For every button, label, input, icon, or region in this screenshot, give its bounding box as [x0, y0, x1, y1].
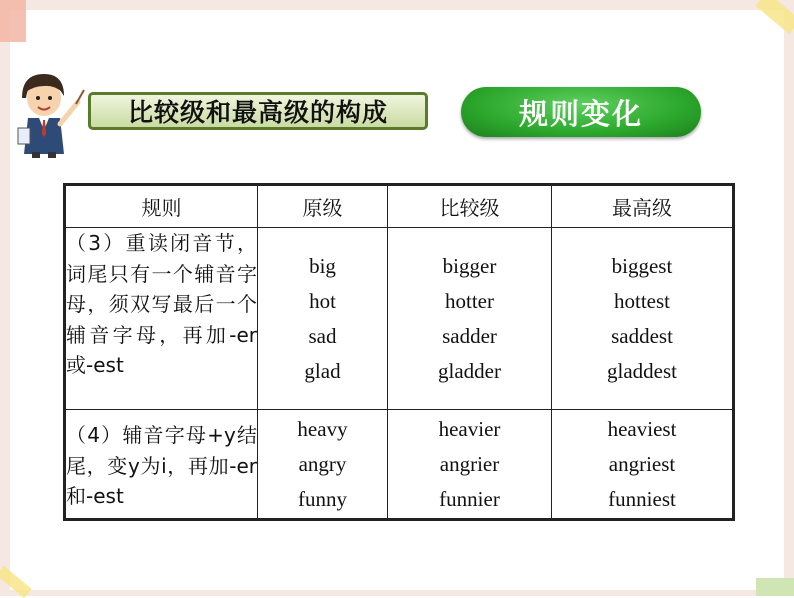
- corner-tape-bottom-right: [756, 578, 794, 596]
- table-row: [65, 410, 734, 520]
- word: heavier: [438, 416, 501, 441]
- table-row: [65, 228, 734, 410]
- word: hotter: [445, 288, 494, 313]
- word: sadder: [442, 323, 497, 348]
- word: angry: [298, 451, 347, 476]
- word: sad: [308, 323, 337, 348]
- word: biggest: [611, 253, 673, 278]
- comparative-cell: [388, 228, 552, 410]
- topic-badge: [461, 87, 701, 137]
- superlative-cell: [552, 410, 734, 520]
- word: heavy: [297, 416, 348, 441]
- word: angriest: [608, 451, 676, 476]
- topic-badge-label: 规则变化: [518, 96, 643, 131]
- word: bigger: [442, 253, 497, 278]
- word: funny: [298, 486, 347, 511]
- word: big: [309, 253, 336, 278]
- comparison-table: [63, 183, 735, 521]
- word: hottest: [614, 288, 670, 313]
- header-rule: 规则: [65, 185, 258, 228]
- word: angrier: [439, 451, 500, 476]
- word: gladdest: [607, 358, 677, 383]
- positive-cell: [258, 410, 388, 520]
- word: heaviest: [607, 416, 677, 441]
- word: glad: [304, 358, 341, 383]
- header-superlative: 最高级: [552, 185, 734, 228]
- rule-cell: （4）辅音字母+y结尾，变y为i，再加-er和-est: [65, 410, 258, 520]
- section-title: 比较级和最高级的构成: [127, 98, 388, 127]
- table-header-row: [65, 185, 734, 228]
- comparative-cell: [388, 410, 552, 520]
- word: gladder: [438, 358, 501, 383]
- corner-tape-top-left: [0, 0, 26, 42]
- word: saddest: [611, 323, 673, 348]
- header-positive: 原级: [258, 185, 388, 228]
- word: hot: [309, 288, 336, 313]
- word: funniest: [608, 486, 676, 511]
- section-title-box: [88, 92, 428, 130]
- word: funnier: [439, 486, 500, 511]
- header-comparative: 比较级: [388, 185, 552, 228]
- superlative-cell: [552, 228, 734, 410]
- rule-cell: （3）重读闭音节，词尾只有一个辅音字母，须双写最后一个辅音字母，再加-er或-est: [65, 228, 258, 410]
- positive-cell: [258, 228, 388, 410]
- teacher-illustration: [14, 68, 86, 158]
